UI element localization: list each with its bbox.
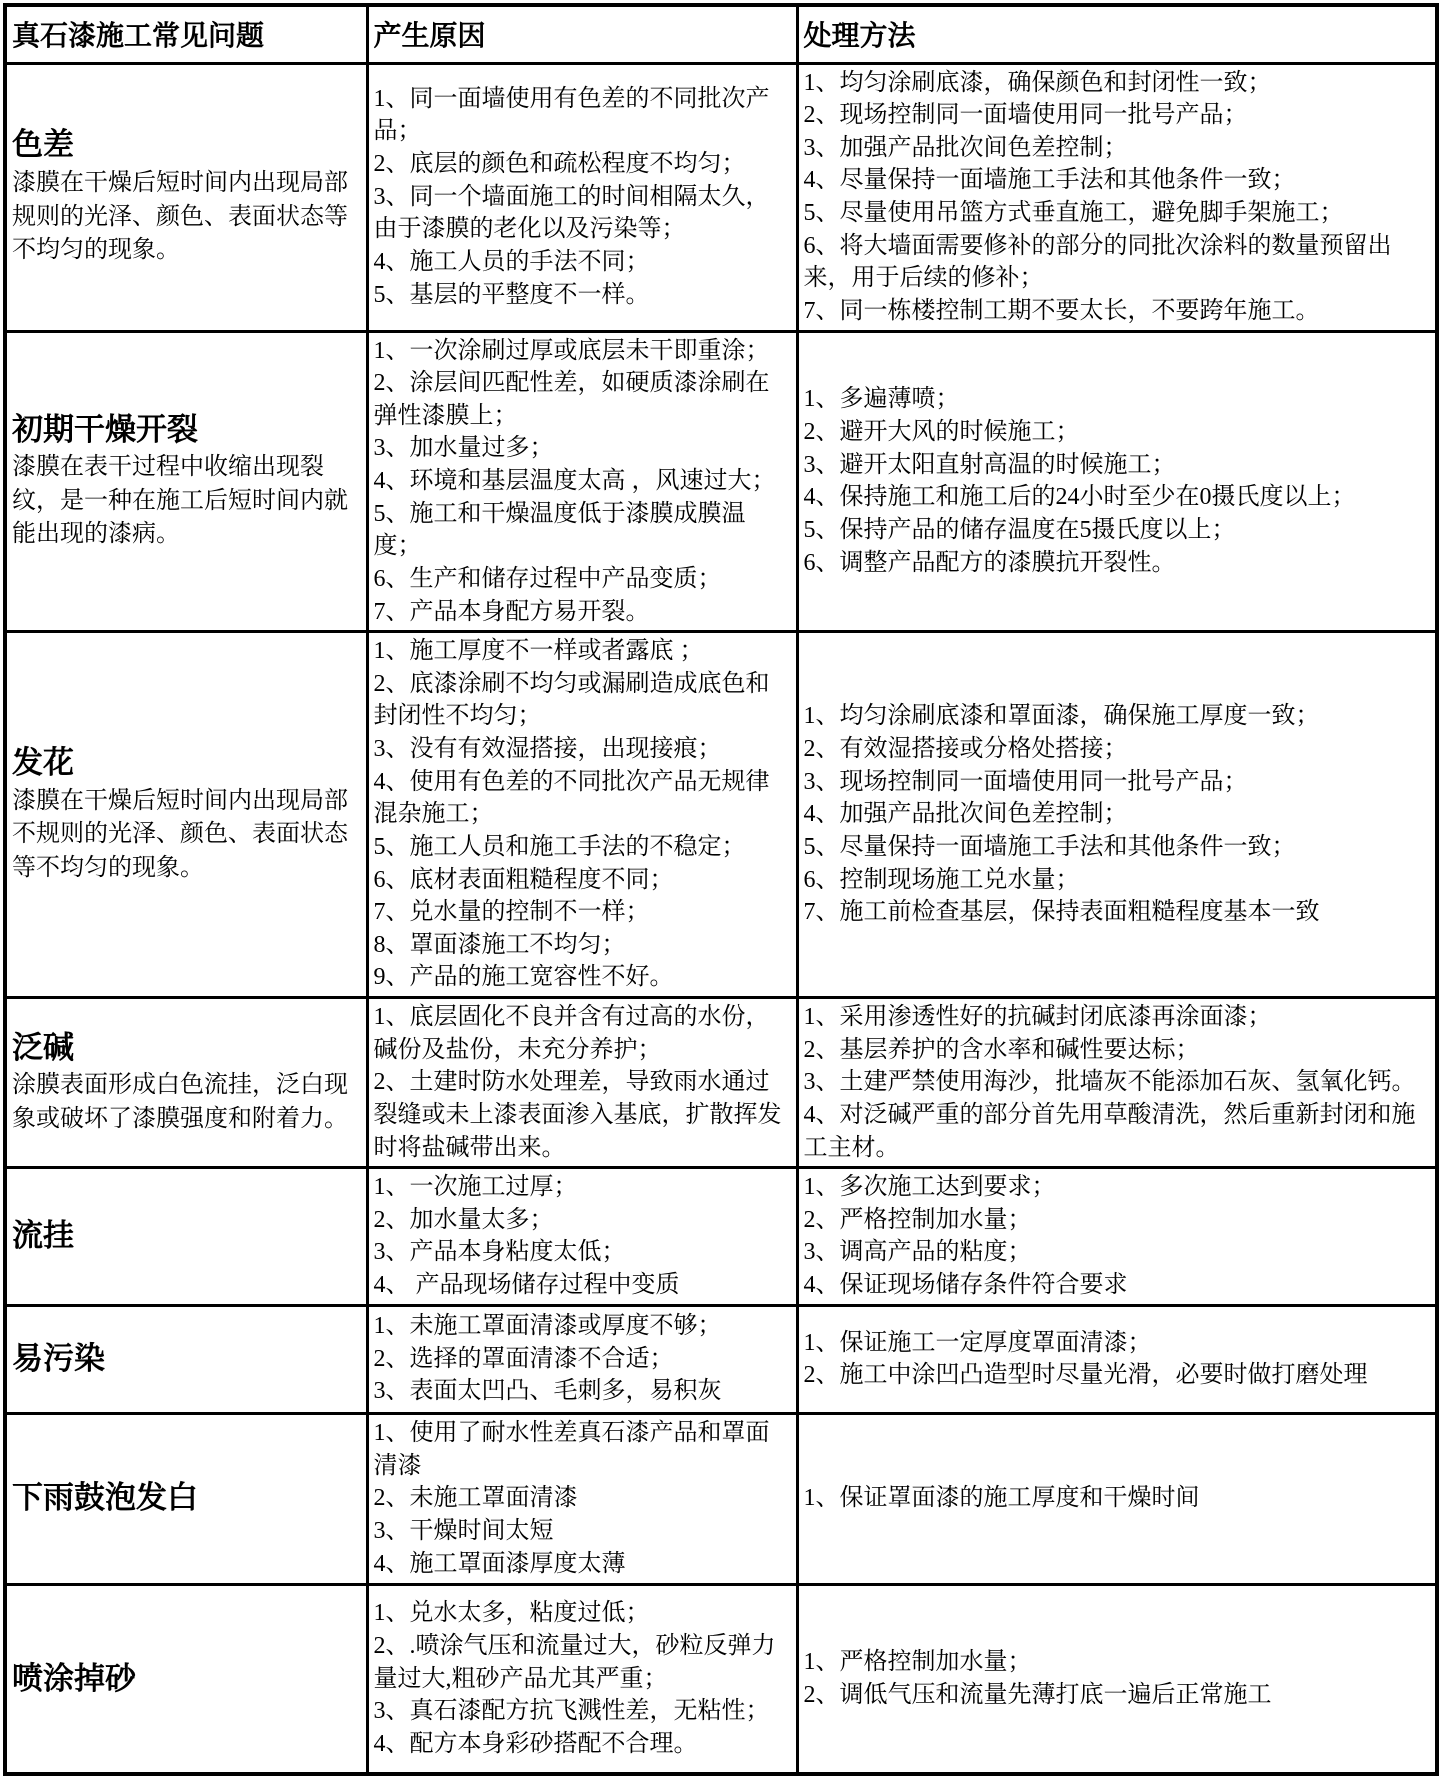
list-item: 7、同一栋楼控制工期不要太长，不要跨年施工。 xyxy=(803,297,1320,324)
causes-cell xyxy=(367,1584,797,1774)
col-header-problem: 真石漆施工常见问题 xyxy=(5,5,367,63)
list-item: 1、保证罩面漆的施工厚度和干燥时间 xyxy=(803,1485,1200,1512)
list-item: 4、配方本身彩砂搭配不合理。 xyxy=(373,1730,698,1757)
list-item: 4、加强产品批次间色差控制； xyxy=(803,801,1128,828)
list-item: 3、干燥时间太短 xyxy=(373,1517,554,1544)
list-item: 2、严格控制加水量； xyxy=(803,1206,1032,1233)
list-item: 7、产品本身配方易开裂。 xyxy=(373,598,650,625)
problem-cell xyxy=(5,632,367,998)
methods-list xyxy=(804,700,1432,928)
methods-cell xyxy=(797,998,1437,1168)
header-row xyxy=(5,5,1437,63)
methods-list xyxy=(804,1482,1432,1515)
list-item: 1、一次施工过厚； xyxy=(373,1174,578,1201)
list-item: 3、现场控制同一面墙使用同一批号产品； xyxy=(803,768,1248,795)
list-item: 2、选择的罩面清漆不合适； xyxy=(373,1345,674,1372)
problem-cell xyxy=(5,1305,367,1413)
problem-desc: 漆膜在干燥后短时间内出现局部不规则的光泽、颜色、表面状态等不均匀的现象。 xyxy=(12,787,348,881)
list-item: 2、未施工罩面清漆 xyxy=(373,1485,578,1512)
methods-list xyxy=(804,1327,1432,1392)
list-item: 4、尽量保持一面墙施工手法和其他条件一致； xyxy=(803,167,1296,194)
problem-title: 发花 xyxy=(12,744,74,780)
list-item: 4、保证现场储存条件符合要求 xyxy=(803,1272,1128,1298)
list-item: 7、兑水量的控制不一样； xyxy=(373,899,650,926)
list-item: 4、 产品现场储存过程中变质 xyxy=(373,1272,680,1298)
methods-list xyxy=(804,67,1432,328)
problem-title: 流挂 xyxy=(12,1218,74,1253)
problem-title: 色差 xyxy=(12,127,74,163)
methods-list xyxy=(804,1646,1432,1711)
table-row xyxy=(5,998,1437,1168)
problem-cell xyxy=(5,1168,367,1306)
methods-cell xyxy=(797,1413,1437,1584)
list-item: 3、产品本身粘度太低； xyxy=(373,1239,626,1266)
table-row xyxy=(5,632,1437,998)
list-item: 5、基层的平整度不一样。 xyxy=(373,281,650,308)
causes-cell xyxy=(367,1413,797,1584)
list-item: 5、尽量保持一面墙施工手法和其他条件一致； xyxy=(803,833,1296,860)
list-item: 3、土建严禁使用海沙，批墙灰不能添加石灰、氢氧化钙。 xyxy=(803,1069,1416,1096)
col-header-cause: 产生原因 xyxy=(367,5,797,63)
list-item: 2、避开大风的时候施工； xyxy=(803,419,1080,446)
methods-cell xyxy=(797,331,1437,632)
list-item: 1、一次涂刷过厚或底层未干即重涂； xyxy=(373,337,770,364)
list-item: 3、真石漆配方抗飞溅性差，无粘性； xyxy=(373,1698,770,1725)
problem-desc: 漆膜在表干过程中收缩出现裂纹，是一种在施工后短时间内就能出现的漆病。 xyxy=(12,454,348,548)
causes-cell xyxy=(367,998,797,1168)
causes-list xyxy=(374,1001,792,1164)
table-row xyxy=(5,63,1437,331)
problem-title: 下雨鼓泡发白 xyxy=(12,1480,198,1516)
problem-desc: 漆膜在干燥后短时间内出现局部规则的光泽、颜色、表面状态等不均匀的现象。 xyxy=(12,169,348,264)
list-item: 5、尽量使用吊篮方式垂直施工，避免脚手架施工； xyxy=(803,200,1344,226)
causes-list xyxy=(374,1417,792,1580)
problem-cell xyxy=(5,63,367,331)
list-item: 2、现场控制同一面墙使用同一批号产品； xyxy=(803,102,1248,129)
list-item: 1、施工厚度不一样或者露底 ； xyxy=(373,638,704,665)
list-item: 1、底层固化不良并含有过高的水份，碱份及盐份，未充分养护； xyxy=(373,1004,770,1063)
list-item: 1、均匀涂刷底漆，确保颜色和封闭性一致； xyxy=(803,69,1272,96)
problem-title: 喷涂掉砂 xyxy=(12,1660,136,1696)
list-item: 6、底材表面粗糙程度不同； xyxy=(373,866,674,893)
list-item: 1、严格控制加水量； xyxy=(803,1649,1032,1676)
list-item: 1、兑水太多，粘度过低； xyxy=(373,1600,650,1627)
list-item: 3、调高产品的粘度； xyxy=(803,1239,1032,1266)
problem-title: 泛碱 xyxy=(12,1029,74,1065)
problem-desc: 涂膜表面形成白色流挂，泛白现象或破坏了漆膜强度和附着力。 xyxy=(12,1072,348,1132)
table-row xyxy=(5,1168,1437,1306)
list-item: 1、均匀涂刷底漆和罩面漆，确保施工厚度一致； xyxy=(803,703,1320,730)
causes-cell xyxy=(367,63,797,331)
list-item: 1、未施工罩面清漆或厚度不够； xyxy=(373,1313,722,1340)
list-item: 8、罩面漆施工不均匀； xyxy=(373,931,626,958)
methods-list xyxy=(804,1171,1432,1302)
causes-list xyxy=(374,1310,792,1408)
causes-list xyxy=(374,1171,792,1302)
list-item: 2、加水量太多； xyxy=(373,1206,554,1233)
list-item: 2、.喷涂气压和流量过大，砂粒反弹力量过大,粗砂产品尤其严重； xyxy=(373,1632,776,1692)
stone-paint-issues-table xyxy=(3,3,1439,1776)
list-item: 6、生产和储存过程中产品变质； xyxy=(373,565,722,592)
methods-list xyxy=(804,383,1432,579)
list-item: 6、控制现场施工兑水量； xyxy=(803,866,1080,893)
list-item: 6、将大墙面需要修补的部分的同批次涂料的数量预留出来，用于后续的修补； xyxy=(803,232,1392,292)
table-row xyxy=(5,1305,1437,1413)
problem-title: 易污染 xyxy=(12,1340,105,1376)
list-item: 6、调整产品配方的漆膜抗开裂性。 xyxy=(803,549,1176,576)
list-item: 1、多遍薄喷； xyxy=(803,386,960,413)
methods-cell xyxy=(797,63,1437,331)
list-item: 7、施工前检查基层，保持表面粗糙程度基本一致 xyxy=(803,899,1320,926)
list-item: 4、对泛碱严重的部分首先用草酸清洗，然后重新封闭和施工主材。 xyxy=(803,1101,1416,1161)
list-item: 2、土建时防水处理差，导致雨水通过裂缝或未上漆表面渗入基底，扩散挥发时将盐碱带出来。 xyxy=(373,1069,782,1161)
list-item: 2、基层养护的含水率和碱性要达标； xyxy=(803,1036,1200,1063)
methods-list xyxy=(804,1001,1432,1164)
causes-list xyxy=(374,635,792,994)
list-item: 2、底漆涂刷不均匀或漏刷造成底色和封闭性不均匀； xyxy=(373,670,770,730)
problem-cell xyxy=(5,998,367,1168)
table-row xyxy=(5,1413,1437,1584)
list-item: 2、调低气压和流量先薄打底一遍后正常施工 xyxy=(803,1681,1272,1708)
list-item: 5、施工人员和施工手法的不稳定； xyxy=(373,833,746,860)
list-item: 4、施工罩面漆厚度太薄 xyxy=(373,1550,626,1577)
list-item: 4、环境和基层温度太高 ，风速过大； xyxy=(373,468,776,494)
col-header-method: 处理方法 xyxy=(797,5,1437,63)
causes-list xyxy=(374,335,792,629)
list-item: 4、施工人员的手法不同； xyxy=(373,248,650,275)
list-item: 1、保证施工一定厚度罩面清漆； xyxy=(803,1329,1152,1356)
causes-cell xyxy=(367,1168,797,1306)
causes-cell xyxy=(367,1305,797,1413)
causes-list xyxy=(374,83,792,311)
list-item: 1、同一面墙使用有色差的不同批次产品； xyxy=(373,85,770,145)
list-item: 2、涂层间匹配性差，如硬质漆涂刷在弹性漆膜上； xyxy=(373,370,770,429)
list-item: 3、加强产品批次间色差控制； xyxy=(803,134,1128,161)
list-item: 2、底层的颜色和疏松程度不均匀； xyxy=(373,151,746,178)
list-item: 3、没有有效湿搭接，出现接痕； xyxy=(373,736,722,762)
list-item: 1、采用渗透性好的抗碱封闭底漆再涂面漆； xyxy=(803,1004,1272,1030)
list-item: 1、多次施工达到要求； xyxy=(803,1174,1056,1201)
table-row xyxy=(5,331,1437,632)
list-item: 5、施工和干燥温度低于漆膜成膜温度； xyxy=(373,500,746,560)
problem-cell xyxy=(5,1413,367,1584)
problem-cell xyxy=(5,331,367,632)
list-item: 3、同一个墙面施工的时间相隔太久，由于漆膜的老化以及污染等； xyxy=(373,183,770,243)
methods-cell xyxy=(797,1168,1437,1306)
causes-cell xyxy=(367,632,797,998)
list-item: 1、使用了耐水性差真石漆产品和罩面清漆 xyxy=(373,1420,770,1479)
list-item: 3、表面太凹凸、毛刺多，易积灰 xyxy=(373,1378,722,1405)
list-item: 2、有效湿搭接或分格处搭接； xyxy=(803,736,1128,762)
list-item: 4、保持施工和施工后的24小时至少在0摄氏度以上； xyxy=(803,484,1356,511)
problem-title: 初期干燥开裂 xyxy=(12,411,198,447)
list-item: 4、使用有色差的不同批次产品无规律混杂施工； xyxy=(373,768,770,828)
methods-cell xyxy=(797,1305,1437,1413)
problem-cell xyxy=(5,1584,367,1774)
methods-cell xyxy=(797,1584,1437,1774)
causes-cell xyxy=(367,331,797,632)
causes-list xyxy=(374,1597,792,1760)
list-item: 3、加水量过多； xyxy=(373,435,554,462)
methods-cell xyxy=(797,632,1437,998)
list-item: 9、产品的施工宽容性不好。 xyxy=(373,964,674,991)
table-row xyxy=(5,1584,1437,1774)
list-item: 3、避开太阳直射高温的时候施工； xyxy=(803,451,1176,478)
list-item: 2、施工中涂凹凸造型时尽量光滑，必要时做打磨处理 xyxy=(803,1362,1368,1389)
list-item: 5、保持产品的储存温度在5摄氏度以上； xyxy=(803,516,1236,543)
